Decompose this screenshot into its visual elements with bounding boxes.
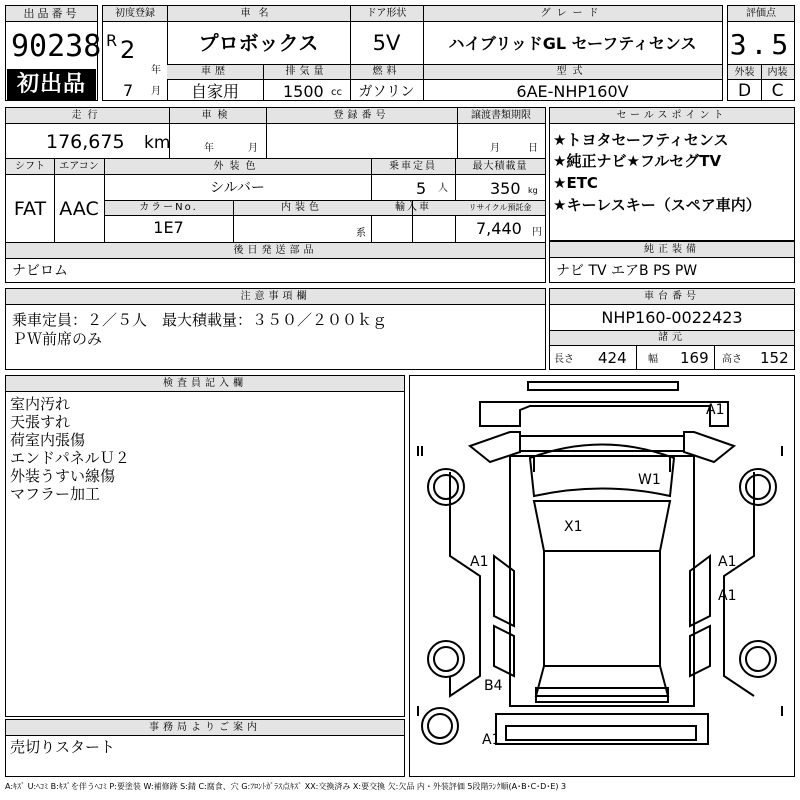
inspector-line-4: エンドパネルＵ２ [10,449,130,467]
transfer-day-unit: 日 [528,143,538,154]
insp-year-unit: 年 [204,143,214,154]
fuel-value: ガソリン [358,84,415,100]
notes-label: 注意事項欄 [240,291,311,302]
notes-box [5,288,546,370]
inspector-line-5: 外装うすい線傷 [10,467,116,485]
car-name: プロボックス [198,31,319,55]
transfer-label: 譲渡書類期限 [471,110,531,121]
sales-points-box [549,107,795,241]
inspector-line-3: 荷室内張傷 [10,431,86,449]
exterior-color-label: 外装色 [213,161,262,172]
mark-right-front-door: A1 [718,554,737,570]
exterior-color-value: シルバー [210,180,265,196]
ext-grade-label: 外装 [734,67,755,78]
mark-front: A1 [706,402,725,418]
interior-unit: 系 [356,228,366,239]
door-label: ドア形状 [366,8,407,19]
car-diagram-box [409,375,795,777]
max-load-label: 最大積載量 [472,161,528,172]
inspector-line-1: 室内汚れ [10,395,71,413]
score-label: 評価点 [746,8,776,19]
score-value: 3.5 [729,28,793,61]
width-label: 幅 [648,354,658,365]
interior-color-label: 内装色 [281,202,323,213]
recycle-label: リサイクル預託金 [468,203,532,212]
shift-label: シフト [15,161,45,172]
car-name-label: 車名 [240,8,277,19]
inspector-line-2: 天張すれ [10,413,71,431]
mark-roof: X1 [564,519,583,535]
mark-right-rear-door: A1 [718,588,737,604]
grade-label: グレード [540,8,605,19]
car-diagram [410,376,794,776]
mileage-unit: km [144,133,171,153]
inspector-box [5,375,405,717]
inspector-label: 検査員記入欄 [163,378,247,389]
length-label: 長さ [554,354,574,365]
mileage-value: 176,675 [46,131,125,153]
first-reg-month: 7 [123,81,134,100]
sales-point-4: ★キーレスキー（スペア車内） [553,196,761,214]
ac-label: エアコン [59,161,99,172]
lot-no-label: 出品番号 [6,6,97,22]
notes-line-1: 乗車定員：２／５人 最大積載量：３５０／２００ｋｇ [12,311,388,329]
chassis-box [549,288,795,370]
chassis-label: 車台番号 [644,291,700,302]
capacity-label: 乗車定員 [389,161,437,172]
capacity-unit: 人 [438,183,448,194]
year-unit: 年 [151,65,161,76]
vehicle-info-box [102,5,723,101]
sales-point-3: ★ETC [553,174,598,192]
shift-value: FAT [13,198,47,220]
sales-points-label: セールスポイント [616,110,728,121]
equipment-value: ナビ TV エアB PS PW [556,263,698,279]
first-listing-badge: 初出品 [7,69,96,100]
notes-line-2: ＰＷ前席のみ [12,330,103,348]
history-value: 自家用 [190,82,239,101]
displacement-unit: cc [331,87,342,98]
insp-month-unit: 月 [248,143,258,154]
mileage-label: 走行 [71,110,104,121]
equipment-box [549,241,795,283]
length-value: 424 [598,349,627,367]
reg-no-label: 登録番号 [333,110,390,121]
door-type: 5V [372,31,401,55]
mark-left-front-door: A1 [470,554,489,570]
office-value: 売切りスタート [10,738,116,756]
dims-label: 諸元 [658,332,686,343]
month-unit: 月 [151,86,161,97]
lot-number: 90238 [11,29,102,64]
recycle-unit: 円 [532,227,542,238]
equipment-label: 純正装備 [644,244,700,255]
office-box [5,719,405,777]
later-parts-label: 後日発送部品 [233,245,318,256]
first-reg-label: 初度登録 [115,8,155,19]
recycle-value: 7,440 [476,219,522,238]
mark-rear: A1 [482,732,501,748]
era-letter: R [106,31,118,50]
color-no-label: カラーNo. [139,202,198,213]
width-value: 169 [680,349,709,367]
transfer-month-unit: 月 [490,143,500,154]
capacity-value: 5 [416,179,427,198]
era-year: 2 [120,36,136,64]
max-load-unit: kg [528,186,538,195]
office-label: 事務局よりご案内 [149,722,261,733]
height-label: 高さ [722,354,742,365]
inspection-label: 車検 [201,110,234,121]
model-label: 型式 [556,66,589,77]
lot-number-box [5,5,102,101]
max-load-value: 350 [490,179,521,198]
spec-box [5,107,546,283]
int-grade: C [771,81,784,101]
score-box [727,5,795,101]
chassis-value: NHP160-0022423 [601,308,743,327]
sales-point-1: ★トヨタセーフティセンス [553,131,729,149]
fuel-label: 燃料 [372,66,401,77]
mark-left-rear: B4 [484,678,503,694]
model-value: 6AE-NHP160V [516,82,629,101]
height-value: 152 [760,349,789,367]
ac-value: AAC [59,198,99,220]
int-grade-label: 内装 [767,67,788,78]
later-parts-value: ナビロム [12,263,68,279]
history-label: 車歴 [201,66,229,77]
import-label: 輸入車 [395,202,431,213]
inspector-line-6: マフラー加工 [10,485,101,503]
grade: ハイブリッドGL セーフティセンス [448,34,697,53]
ext-grade: D [737,81,752,101]
displacement-label: 排気量 [285,66,328,77]
mark-hood: W1 [638,472,661,488]
color-no-value: 1E7 [153,218,184,237]
legend: A:ｷｽﾞ U:ﾍｺﾐ B:ｷｽﾞを伴うﾍｺﾐ P:要塗装 W:補修跡 S:錆 C:腐食、穴 G:ﾌﾛﾝﾄｶﾞﾗｽ点ｷｽﾞ XX:交換済み X:要交換 欠:欠品 内・外装評価 5段階ﾗﾝｸ順(A･B･C･D･E) 3 [5,782,567,791]
sales-point-2: ★純正ナビ★フルセグTV [553,152,722,170]
displacement-value: 1500 [283,82,324,101]
